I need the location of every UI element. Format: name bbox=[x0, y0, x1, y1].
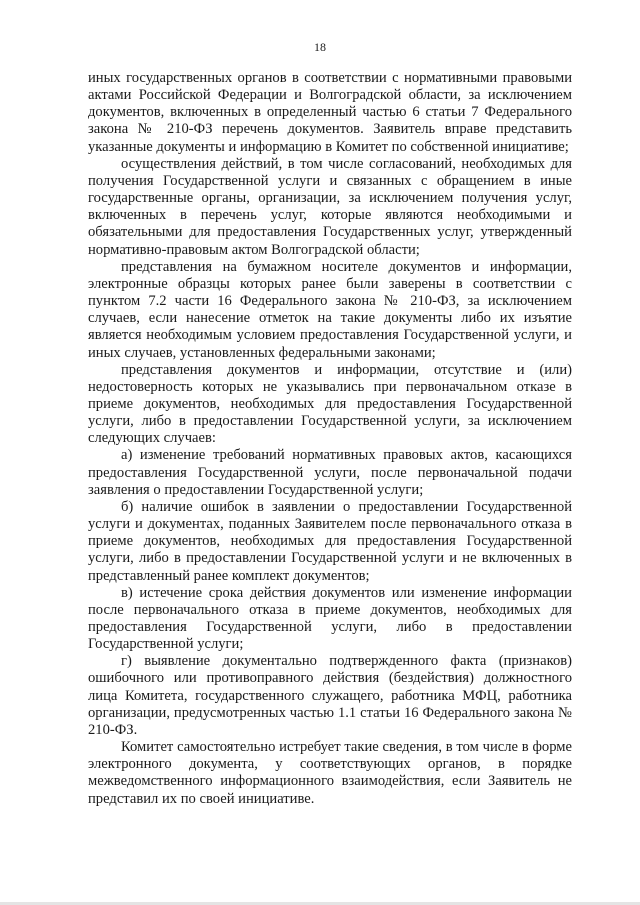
paragraph-case-v: в) истечение срока действия документов или изменение информации после первоначального отказа в приеме документов, необходимых для предоставления Государственной услуги, либо в предоставлении Государственной услуги; bbox=[88, 584, 572, 653]
paragraph-actions: осуществления действий, в том числе согласований, необходимых для получения Государственной услуги и связанных с обращением в иные государственные органы, организации, за исключением получения услуг, включенных в перечень услуг, которые являются необходимыми и обязательными для предоставления Государственных услуг, утвержденный нормативно-правовым актом Волгоградской области; bbox=[88, 155, 572, 258]
paragraph-continuation: иных государственных органов в соответствии с нормативными правовыми актами Российской Федерации и Волгоградской области, за исключением документов, включенных в определенный частью 6 статьи 7 Федерального закона № 210-ФЗ перечень документов. Заявитель вправе представить указанные документы и информацию в Комитет по собственной инициативе; bbox=[88, 70, 572, 155]
document-body bbox=[88, 70, 572, 808]
paragraph-case-g: г) выявление документально подтвержденного факта (признаков) ошибочного или противоправного действия (бездействия) должностного лица Комитета, государственного служащего, работника МФЦ, работника организации, предусмотренных частью 1.1 статьи 16 Федерального закона № 210-ФЗ. bbox=[88, 653, 572, 738]
paragraph-missing-documents: представления документов и информации, отсутствие и (или) недостоверность которых не указывались при первоначальном отказе в приеме документов, необходимых для предоставления Государственной услуги, либо в предоставлении Государственной услуги, за исключением следующих случаев: bbox=[88, 361, 572, 447]
paragraph-paper-documents: представления на бумажном носителе документов и информации, электронные образцы которых ранее были заверены в соответствии с пунктом 7.2 части 16 Федерального закона № 210-ФЗ, за исключением случаев, если нанесение отметок на такие документы либо их изъятие является необходимым условием предоставления Государственной услуги, и иных случаев, установленных федеральными законами; bbox=[88, 258, 572, 361]
paragraph-committee-request: Комитет самостоятельно истребует такие сведения, в том числе в форме электронного документа, у соответствующих органов, в порядке межведомственного информационного взаимодействия, если Заявитель не представил их по своей инициативе. bbox=[88, 739, 572, 807]
page-number: 18 bbox=[314, 40, 326, 54]
paragraph-case-a: а) изменение требований нормативных правовых актов, касающихся предоставления Государственной услуги, после первоначальной подачи заявления о предоставлении Государственной услуги; bbox=[88, 447, 572, 498]
paragraph-case-b: б) наличие ошибок в заявлении о предоставлении Государственной услуги и документах, поданных Заявителем после первоначального отказа в приеме документов, необходимых для предоставления Государственной услуги, либо в предоставлении Государственной услуги и не включенных в представленный ранее комплект документов; bbox=[88, 498, 572, 584]
